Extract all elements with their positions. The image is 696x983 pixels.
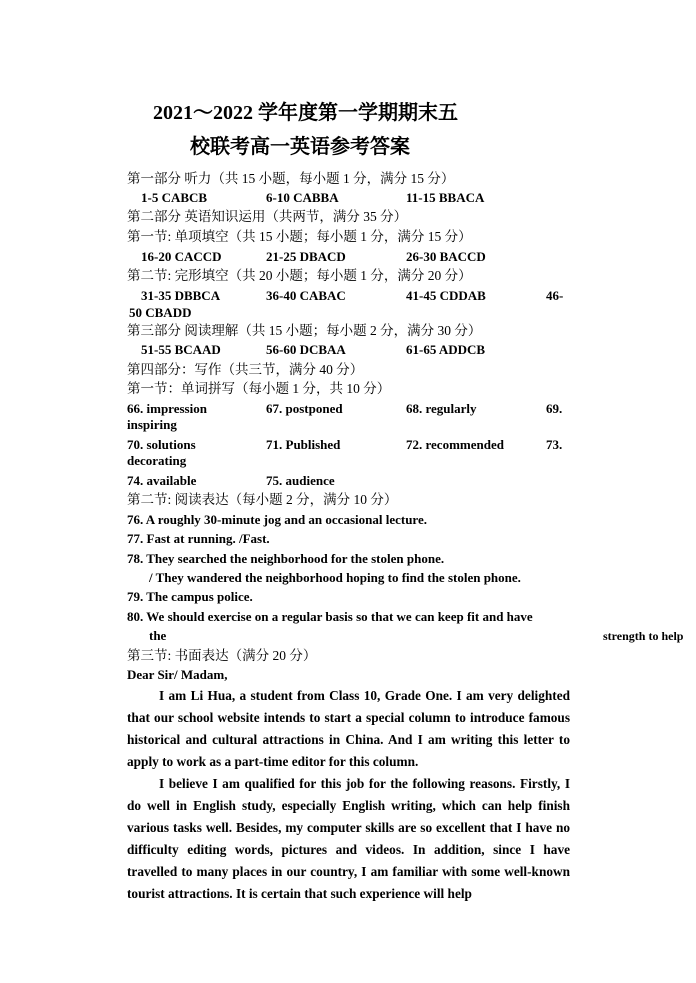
part2-sec2-answer-4-wrap: 50 CBADD [129, 305, 192, 320]
part3-answer-1: 51-55 BCAAD [141, 342, 221, 357]
reading-answer-80: 80. We should exercise on a regular basis so that we can keep fit and have [127, 609, 533, 624]
spelling-73-number: 73. [546, 437, 563, 452]
part1-heading: 第一部分 听力（共 15 小题，每小题 1 分，满分 15 分） [127, 171, 455, 186]
part2-heading: 第二部分 英语知识运用（共两节，满分 35 分） [127, 209, 408, 224]
reading-answer-80-cont: the [149, 628, 167, 643]
title-line-2: 校联考高一英语参考答案 [190, 136, 410, 158]
part4-sec3-heading: 第三节: 书面表达（满分 20 分） [127, 648, 317, 663]
letter-salutation: Dear Sir/ Madam, [127, 667, 228, 682]
part2-sec2-answer-3: 41-45 CDDAB [406, 288, 486, 303]
reading-answer-77: 77. Fast at running. /Fast. [127, 531, 270, 546]
spelling-69-answer: inspiring [127, 417, 177, 432]
part4-sec1-heading: 第一节：单词拼写（每小题 1 分，共 10 分） [127, 381, 391, 396]
spelling-66: 66. impression [127, 401, 207, 416]
part2-sec1-answer-2: 21-25 DBACD [266, 249, 346, 264]
part2-sec1-answer-1: 16-20 CACCD [141, 249, 222, 264]
reading-answer-78: 78. They searched the neighborhood for the stolen phone. [127, 551, 445, 566]
spelling-72: 72. recommended [406, 437, 504, 452]
spelling-69-number: 69. [546, 401, 563, 416]
spelling-73-answer: decorating [127, 453, 187, 468]
part1-answer-1: 1-5 CABCB [141, 190, 208, 205]
part4-sec2-heading: 第二节: 阅读表达（每小题 2 分，满分 10 分） [127, 492, 398, 507]
part4-heading: 第四部分：写作（共三节，满分 40 分） [127, 362, 364, 377]
reading-answer-79: 79. The campus police. [127, 589, 253, 604]
part2-sec2-answer-4: 46- [546, 288, 564, 303]
part1-answer-3: 11-15 BBACA [406, 190, 485, 205]
reading-answer-80-overflow: strength to help [603, 629, 684, 643]
part2-sec2-answer-1: 31-35 DBBCA [141, 288, 221, 303]
part2-sec1-heading: 第一节: 单项填空（共 15 小题；每小题 1 分，满分 15 分） [127, 229, 472, 244]
letter-paragraph-1: I am Li Hua, a student from Class 10, Grade One. I am very delighted that our school website intends to start a special column to introduce famous historical and cultural attractions in China. And I am writing this letter to apply to work as a part-time editor for this column. [127, 688, 570, 769]
letter-body [127, 685, 570, 905]
letter-paragraph-2: I believe I am qualified for this job for the following reasons. Firstly, I do well in English study, especially English writing, which can help finish various tasks well. Besides, my computer skills are so excellent that I have no difficulty editing words, pictures and videos. In addition, since I have travelled to many places in our country, I am familiar with some well-known tourist attractions. It is certain that such experience will help [127, 776, 570, 901]
part1-answer-2: 6-10 CABBA [266, 190, 339, 205]
part3-answer-3: 61-65 ADDCB [406, 342, 486, 357]
title-line-1: 2021～2022 学年度第一学期期末五 [153, 102, 458, 124]
part3-heading: 第三部分 阅读理解（共 15 小题；每小题 2 分，满分 30 分） [127, 323, 482, 338]
part3-answer-2: 56-60 DCBAA [266, 342, 346, 357]
spelling-70: 70. solutions [127, 437, 196, 452]
part2-sec1-answer-3: 26-30 BACCD [406, 249, 486, 264]
spelling-68: 68. regularly [406, 401, 477, 416]
spelling-74: 74. available [127, 473, 197, 488]
reading-answer-76: 76. A roughly 30-minute jog and an occasional lecture. [127, 512, 427, 527]
part2-sec2-heading: 第二节: 完形填空（共 20 小题；每小题 1 分，满分 20 分） [127, 268, 472, 283]
part2-sec2-answer-2: 36-40 CABAC [266, 288, 346, 303]
spelling-75: 75. audience [266, 473, 335, 488]
reading-answer-78-alt: / They wandered the neighborhood hoping to find the stolen phone. [149, 570, 521, 585]
spelling-67: 67. postponed [266, 401, 343, 416]
spelling-71: 71. Published [266, 437, 341, 452]
